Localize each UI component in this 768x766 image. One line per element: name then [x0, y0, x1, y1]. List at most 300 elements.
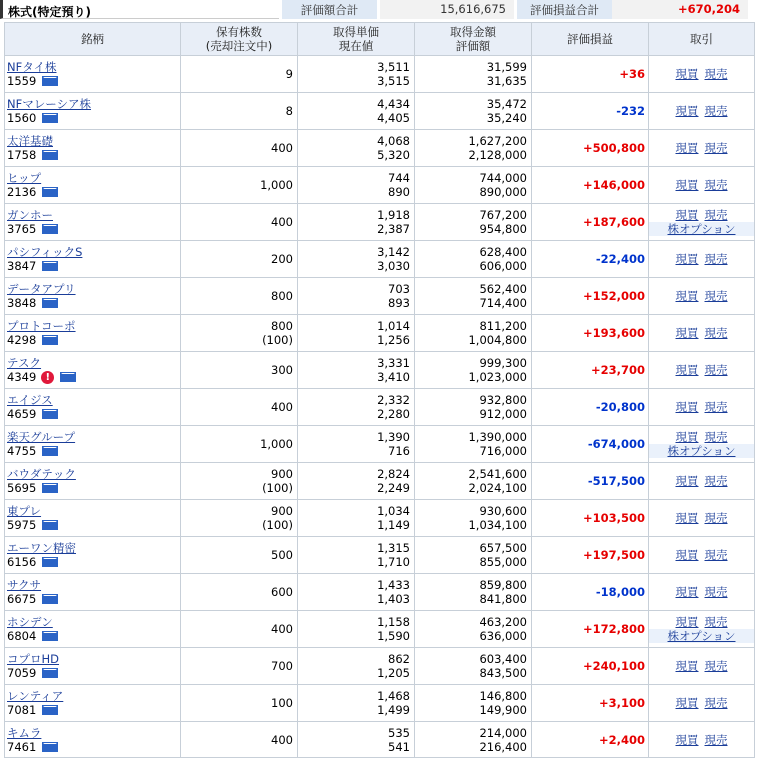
- mail-icon[interactable]: [42, 594, 58, 604]
- sell-link[interactable]: 現売: [704, 732, 728, 747]
- cell-stock: [5, 389, 181, 426]
- qty-value: 400: [271, 732, 293, 747]
- buy-link[interactable]: 現買: [675, 178, 699, 192]
- mail-icon[interactable]: [42, 261, 58, 271]
- mail-icon[interactable]: [42, 409, 58, 419]
- cell-trade: [649, 130, 755, 167]
- market-value: 1,023,000: [468, 370, 527, 384]
- mail-icon[interactable]: [42, 298, 58, 308]
- cell-qty: [181, 537, 298, 574]
- table-row: [5, 722, 755, 758]
- cell-qty: [181, 56, 298, 93]
- mail-icon[interactable]: [42, 557, 58, 567]
- stock-name-link[interactable]: NFマレーシア株: [7, 97, 91, 111]
- valuation-total-label: 評価額合計: [282, 0, 377, 19]
- table-row: [5, 574, 755, 611]
- cost-amount: 1,390,000: [468, 430, 527, 444]
- qty-value: 200: [271, 252, 293, 266]
- mail-icon[interactable]: [42, 150, 58, 160]
- sell-link[interactable]: 現売: [704, 326, 728, 340]
- cost-amount: 146,800: [479, 689, 527, 703]
- table-row: [5, 537, 755, 574]
- buy-link[interactable]: 現買: [675, 252, 699, 266]
- cell-amount: [415, 278, 532, 315]
- cell-pnl: +240,100: [532, 648, 649, 685]
- mail-icon[interactable]: [42, 76, 58, 86]
- cell-trade: [649, 426, 755, 463]
- cost-price: 2,824: [377, 467, 410, 481]
- buy-link[interactable]: 現買: [675, 585, 699, 599]
- cell-trade: [649, 722, 755, 758]
- cell-amount: [415, 463, 532, 500]
- cell-stock: [5, 315, 181, 352]
- sell-link[interactable]: 現売: [704, 430, 728, 444]
- mail-icon[interactable]: [42, 520, 58, 530]
- cell-trade: [649, 611, 755, 648]
- cost-price: 1,158: [377, 615, 410, 629]
- cell-qty: [181, 167, 298, 204]
- cost-amount: 859,800: [479, 578, 527, 592]
- mail-icon[interactable]: [42, 668, 58, 678]
- cell-pnl: +197,500: [532, 537, 649, 574]
- stock-name-link[interactable]: プロトコーポ: [7, 319, 76, 333]
- cell-amount: [415, 167, 532, 204]
- cell-qty: [181, 93, 298, 130]
- col-header-pnl: 評価損益: [532, 23, 649, 56]
- qty-pending: (100): [262, 481, 293, 495]
- cell-amount: [415, 56, 532, 93]
- cost-amount: 463,200: [479, 615, 527, 629]
- market-value: 890,000: [479, 185, 527, 199]
- cell-price: [298, 611, 415, 648]
- cell-qty: [181, 648, 298, 685]
- qty-pending: (100): [262, 333, 293, 347]
- col-header-price: 取得単価 現在値: [298, 23, 415, 56]
- cell-amount: [415, 241, 532, 278]
- stock-name-link[interactable]: ヒップ: [7, 171, 42, 185]
- cell-stock: [5, 648, 181, 685]
- cell-pnl: +187,600: [532, 204, 649, 241]
- cost-amount: 2,541,600: [468, 467, 527, 481]
- cell-pnl: -20,800: [532, 389, 649, 426]
- market-value: 636,000: [479, 629, 527, 643]
- cell-stock: [5, 56, 181, 93]
- current-price: 2,387: [377, 222, 410, 236]
- cell-qty: [181, 574, 298, 611]
- current-price: 893: [388, 296, 410, 310]
- sell-link[interactable]: 現売: [704, 615, 728, 629]
- cost-amount: 35,472: [486, 97, 527, 111]
- mail-icon[interactable]: [42, 187, 58, 197]
- buy-link[interactable]: 現買: [675, 289, 699, 303]
- stock-code: 3765: [7, 222, 37, 236]
- table-row: [5, 241, 755, 278]
- section-title: 株式(特定預り): [0, 0, 279, 19]
- cell-stock: [5, 500, 181, 537]
- stock-option-link[interactable]: 株オプション: [667, 629, 736, 643]
- sell-link[interactable]: 現売: [704, 511, 728, 525]
- buy-link[interactable]: 現買: [675, 208, 699, 222]
- market-value: 35,240: [486, 111, 527, 125]
- alert-icon[interactable]: !: [41, 371, 54, 384]
- stock-code: 4349: [7, 370, 37, 384]
- cell-price: [298, 463, 415, 500]
- cell-trade: [649, 389, 755, 426]
- market-value: 843,500: [479, 666, 527, 680]
- cell-qty: [181, 722, 298, 758]
- market-value: 606,000: [479, 259, 527, 273]
- market-value: 2,024,100: [468, 481, 527, 495]
- cell-stock: [5, 426, 181, 463]
- stock-name-link[interactable]: データアプリ: [7, 282, 76, 296]
- current-price: 541: [388, 739, 410, 754]
- table-row: [5, 130, 755, 167]
- buy-link[interactable]: 現買: [675, 141, 699, 155]
- buy-link[interactable]: 現買: [675, 363, 699, 377]
- current-price: 1,256: [377, 333, 410, 347]
- stock-name-link[interactable]: サクサ: [7, 578, 42, 592]
- stock-option-link[interactable]: 株オプション: [667, 222, 736, 236]
- buy-link[interactable]: 現買: [675, 104, 699, 118]
- cell-price: [298, 685, 415, 722]
- cost-price: 1,034: [377, 504, 410, 518]
- stock-code: 4298: [7, 333, 37, 347]
- cell-amount: [415, 574, 532, 611]
- mail-icon[interactable]: [42, 224, 58, 234]
- cost-price: 1,468: [377, 689, 410, 703]
- cost-amount: 811,200: [479, 319, 527, 333]
- market-value: 855,000: [479, 555, 527, 569]
- cost-amount: 744,000: [479, 171, 527, 185]
- stock-name-link[interactable]: 太洋基礎: [7, 134, 53, 148]
- stock-code: 6675: [7, 592, 37, 606]
- buy-link[interactable]: 現買: [675, 696, 699, 710]
- stock-name-link[interactable]: レンティア: [7, 689, 64, 703]
- qty-value: 800: [271, 319, 293, 333]
- cell-amount: [415, 611, 532, 648]
- buy-link[interactable]: 現買: [675, 67, 699, 81]
- mail-icon[interactable]: [42, 705, 58, 715]
- cell-qty: [181, 278, 298, 315]
- cell-stock: [5, 167, 181, 204]
- cell-trade: [649, 278, 755, 315]
- table-row: [5, 611, 755, 648]
- cost-amount: 767,200: [479, 208, 527, 222]
- stock-name-link[interactable]: コプロHD: [7, 652, 60, 666]
- cell-price: [298, 167, 415, 204]
- cell-price: [298, 352, 415, 389]
- cell-stock: [5, 130, 181, 167]
- buy-link[interactable]: 現買: [675, 326, 699, 340]
- sell-link[interactable]: 現売: [704, 363, 728, 377]
- cell-amount: [415, 500, 532, 537]
- cell-amount: [415, 537, 532, 574]
- cell-qty: [181, 685, 298, 722]
- sell-link[interactable]: 現売: [704, 104, 728, 118]
- cell-price: [298, 204, 415, 241]
- cell-amount: [415, 352, 532, 389]
- cost-price: 1,014: [377, 319, 410, 333]
- cost-price: 3,331: [377, 356, 410, 370]
- cell-price: [298, 648, 415, 685]
- stock-code: 7081: [7, 703, 37, 717]
- table-row: [5, 648, 755, 685]
- market-value: 716,000: [479, 444, 527, 458]
- cell-stock: [5, 611, 181, 648]
- market-value: 714,400: [479, 296, 527, 310]
- cell-pnl: +23,700: [532, 352, 649, 389]
- current-price: 2,280: [377, 407, 410, 421]
- cell-qty: [181, 130, 298, 167]
- table-row: [5, 426, 755, 463]
- sell-link[interactable]: 現売: [704, 585, 728, 599]
- cell-trade: [649, 204, 755, 241]
- mail-icon[interactable]: [42, 446, 58, 456]
- stock-name-link[interactable]: ホシデン: [7, 615, 53, 629]
- table-row: [5, 685, 755, 722]
- stock-code: 6156: [7, 555, 37, 569]
- cost-price: 4,434: [377, 97, 410, 111]
- buy-link[interactable]: 現買: [675, 732, 699, 747]
- cell-price: [298, 315, 415, 352]
- cost-price: 862: [388, 652, 410, 666]
- buy-link[interactable]: 現買: [675, 615, 699, 629]
- cost-price: 2,332: [377, 393, 410, 407]
- stock-name-link[interactable]: NFタイ株: [7, 60, 57, 74]
- cell-stock: [5, 204, 181, 241]
- stock-code: 1758: [7, 148, 37, 162]
- sell-link[interactable]: 現売: [704, 141, 728, 155]
- mail-icon[interactable]: [42, 483, 58, 493]
- cell-pnl: +3,100: [532, 685, 649, 722]
- stock-name-link[interactable]: 楽天グループ: [7, 430, 76, 444]
- cost-price: 535: [388, 725, 410, 740]
- cell-qty: [181, 352, 298, 389]
- cost-price: 1,918: [377, 208, 410, 222]
- market-value: 31,635: [486, 74, 527, 88]
- sell-link[interactable]: 現売: [704, 67, 728, 81]
- cost-amount: 214,000: [479, 725, 527, 740]
- market-value: 954,800: [479, 222, 527, 236]
- stock-code: 3848: [7, 296, 37, 310]
- cell-qty: [181, 426, 298, 463]
- cell-price: [298, 389, 415, 426]
- qty-value: 400: [271, 622, 293, 636]
- stock-name-link[interactable]: バウダテック: [7, 467, 76, 481]
- market-value: 1,034,100: [468, 518, 527, 532]
- current-price: 890: [388, 185, 410, 199]
- stock-name-link[interactable]: エイジス: [7, 393, 53, 407]
- mail-icon[interactable]: [42, 742, 58, 752]
- cost-amount: 932,800: [479, 393, 527, 407]
- col-header-trade: 取引: [649, 23, 755, 56]
- current-price: 716: [388, 444, 410, 458]
- cell-stock: [5, 722, 181, 758]
- qty-value: 400: [271, 141, 293, 155]
- cell-pnl: +36: [532, 56, 649, 93]
- table-row: [5, 389, 755, 426]
- stock-option-link[interactable]: 株オプション: [667, 444, 736, 458]
- cost-amount: 657,500: [479, 541, 527, 555]
- cell-qty: [181, 241, 298, 278]
- qty-value: 600: [271, 585, 293, 599]
- cell-pnl: +500,800: [532, 130, 649, 167]
- stock-name-link[interactable]: 東プレ: [7, 504, 42, 518]
- stock-code: 7059: [7, 666, 37, 680]
- table-row: [5, 93, 755, 130]
- cost-price: 744: [388, 171, 410, 185]
- cell-price: [298, 426, 415, 463]
- cell-pnl: -232: [532, 93, 649, 130]
- sell-link[interactable]: 現売: [704, 659, 728, 673]
- cell-amount: [415, 315, 532, 352]
- cell-price: [298, 130, 415, 167]
- qty-pending: (100): [262, 518, 293, 532]
- cell-qty: [181, 315, 298, 352]
- cell-pnl: +2,400: [532, 722, 649, 758]
- table-row: [5, 204, 755, 241]
- mail-icon[interactable]: [42, 335, 58, 345]
- cell-trade: [649, 241, 755, 278]
- cell-amount: [415, 93, 532, 130]
- cost-amount: 1,627,200: [468, 134, 527, 148]
- cell-amount: [415, 204, 532, 241]
- stock-name-link[interactable]: ガンホー: [7, 208, 53, 222]
- mail-icon[interactable]: [42, 631, 58, 641]
- sell-link[interactable]: 現売: [704, 208, 728, 222]
- sell-link[interactable]: 現売: [704, 289, 728, 303]
- cell-price: [298, 56, 415, 93]
- cell-price: [298, 93, 415, 130]
- current-price: 1,590: [377, 629, 410, 643]
- cell-trade: [649, 463, 755, 500]
- col-header-name: 銘柄: [5, 23, 181, 56]
- qty-value: 8: [285, 104, 293, 118]
- cost-amount: 603,400: [479, 652, 527, 666]
- col-header-amount: 取得金額 評価額: [415, 23, 532, 56]
- cost-amount: 31,599: [486, 60, 527, 74]
- stock-code: 3847: [7, 259, 37, 273]
- stock-code: 1560: [7, 111, 37, 125]
- table-row: [5, 56, 755, 93]
- stock-name-link[interactable]: テスク: [7, 356, 42, 370]
- cost-amount: 999,300: [479, 356, 527, 370]
- cost-price: 1,315: [377, 541, 410, 555]
- cell-qty: [181, 463, 298, 500]
- buy-link[interactable]: 現買: [675, 548, 699, 562]
- buy-link[interactable]: 現買: [675, 430, 699, 444]
- cell-trade: [649, 93, 755, 130]
- cost-price: 1,390: [377, 430, 410, 444]
- current-price: 5,320: [377, 148, 410, 162]
- cell-trade: [649, 537, 755, 574]
- stock-code: 4659: [7, 407, 37, 421]
- sell-link[interactable]: 現売: [704, 400, 728, 414]
- pnl-total-label: 評価損益合計: [517, 0, 612, 19]
- cell-pnl: +146,000: [532, 167, 649, 204]
- cell-trade: [649, 648, 755, 685]
- buy-link[interactable]: 現買: [675, 659, 699, 673]
- qty-value: 100: [271, 696, 293, 710]
- stock-name-link[interactable]: パシフィックS: [7, 245, 83, 259]
- buy-link[interactable]: 現買: [675, 474, 699, 488]
- qty-value: 9: [285, 67, 293, 81]
- sell-link[interactable]: 現売: [704, 178, 728, 192]
- cell-amount: [415, 426, 532, 463]
- current-price: 3,515: [377, 74, 410, 88]
- cell-pnl: -674,000: [532, 426, 649, 463]
- cell-trade: [649, 315, 755, 352]
- cell-stock: [5, 352, 181, 389]
- stock-code: 5695: [7, 481, 37, 495]
- cell-pnl: +193,600: [532, 315, 649, 352]
- qty-value: 700: [271, 659, 293, 673]
- buy-link[interactable]: 現買: [675, 400, 699, 414]
- buy-link[interactable]: 現買: [675, 511, 699, 525]
- sell-link[interactable]: 現売: [704, 696, 728, 710]
- mail-icon[interactable]: [42, 113, 58, 123]
- qty-value: 1,000: [260, 437, 293, 451]
- holdings-table: [4, 22, 755, 758]
- sell-link[interactable]: 現売: [704, 548, 728, 562]
- current-price: 3,030: [377, 259, 410, 273]
- cell-trade: [649, 574, 755, 611]
- cell-amount: [415, 722, 532, 758]
- qty-value: 500: [271, 548, 293, 562]
- current-price: 2,249: [377, 481, 410, 495]
- cost-price: 3,142: [377, 245, 410, 259]
- stock-code: 1559: [7, 74, 37, 88]
- stock-name-link[interactable]: キムラ: [7, 725, 42, 740]
- market-value: 912,000: [479, 407, 527, 421]
- col-header-qty: 保有株数 (売却注文中): [181, 23, 298, 56]
- mail-icon[interactable]: [60, 372, 76, 382]
- market-value: 216,400: [479, 739, 527, 754]
- cell-price: [298, 537, 415, 574]
- qty-value: 900: [271, 504, 293, 518]
- stock-code: 4755: [7, 444, 37, 458]
- table-row: [5, 500, 755, 537]
- current-price: 1,710: [377, 555, 410, 569]
- sell-link[interactable]: 現売: [704, 474, 728, 488]
- summary-bar: [0, 0, 768, 19]
- cell-pnl: -517,500: [532, 463, 649, 500]
- table-row: [5, 278, 755, 315]
- cell-trade: [649, 56, 755, 93]
- current-price: 4,405: [377, 111, 410, 125]
- table-row: [5, 463, 755, 500]
- table-row: [5, 167, 755, 204]
- cell-stock: [5, 463, 181, 500]
- pnl-total-value: +670,204: [612, 0, 748, 19]
- stock-code: 5975: [7, 518, 37, 532]
- table-row: [5, 352, 755, 389]
- sell-link[interactable]: 現売: [704, 252, 728, 266]
- current-price: 3,410: [377, 370, 410, 384]
- market-value: 149,900: [479, 703, 527, 717]
- current-price: 1,149: [377, 518, 410, 532]
- cell-trade: [649, 352, 755, 389]
- cell-price: [298, 500, 415, 537]
- cost-price: 1,433: [377, 578, 410, 592]
- cell-qty: [181, 389, 298, 426]
- cell-pnl: -22,400: [532, 241, 649, 278]
- cell-stock: [5, 278, 181, 315]
- cell-amount: [415, 685, 532, 722]
- cell-qty: [181, 500, 298, 537]
- cell-amount: [415, 648, 532, 685]
- stock-name-link[interactable]: エーワン精密: [7, 541, 76, 555]
